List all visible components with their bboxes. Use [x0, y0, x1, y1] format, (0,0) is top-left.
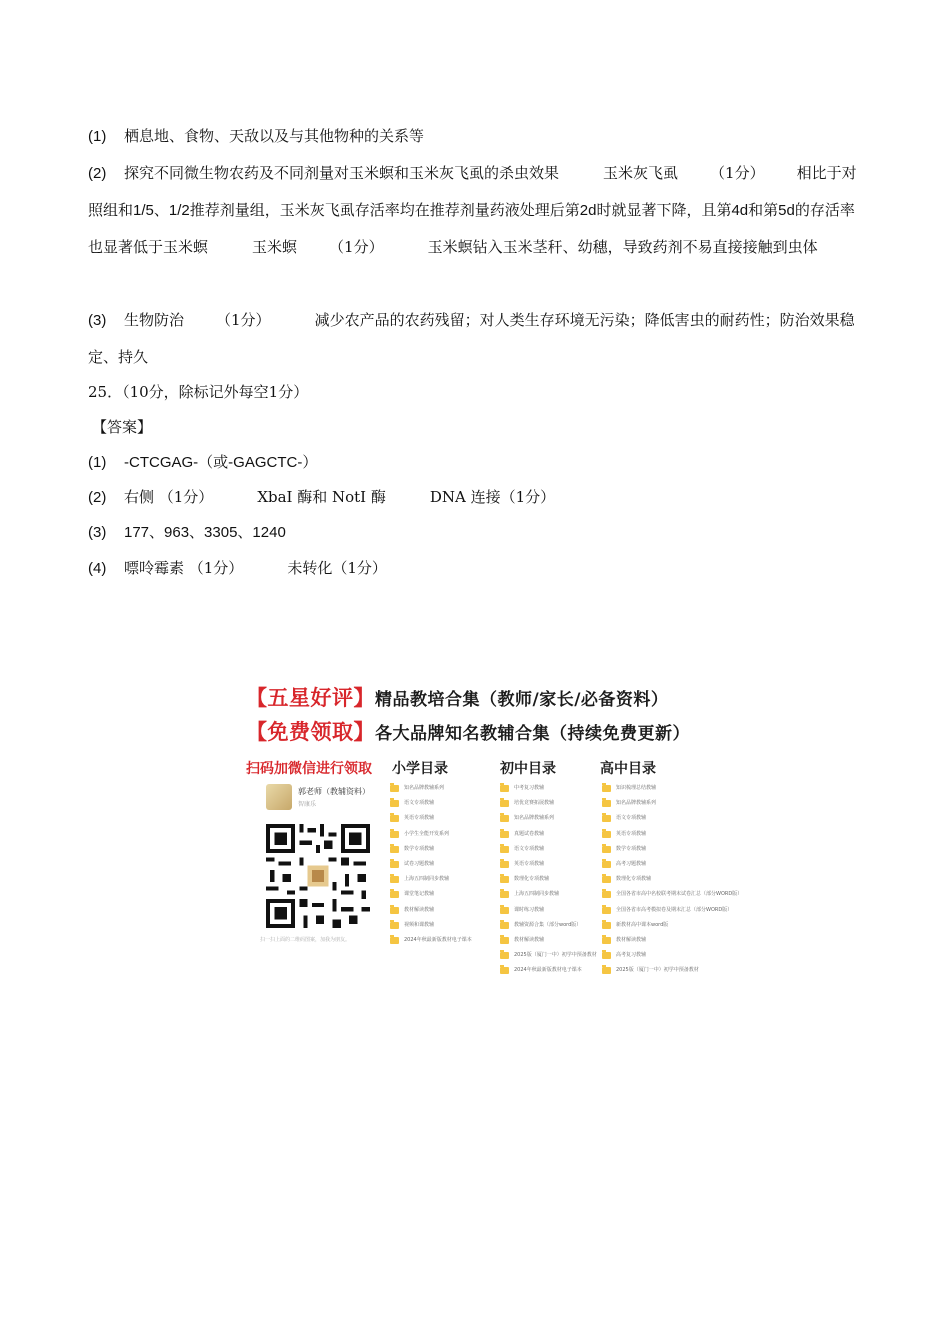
answer-text: 探究不同微生物农药及不同剂量对玉米螟和玉米灰飞虱的杀虫效果: [124, 164, 560, 182]
promo-banner: [244, 676, 743, 974]
qr-code-icon: [266, 824, 370, 928]
answer-text: 右侧 （1分）: [124, 488, 214, 506]
answer-text: 玉米螟钻入玉米茎秆、幼穗，导致药剂不易直接接触到虫体: [427, 238, 818, 256]
primary-catalog-heading: 小学目录: [392, 761, 448, 777]
answer-text: DNA 连接（1分）: [429, 488, 556, 506]
catalog-item-label: 新教材高中课本word版: [616, 921, 669, 928]
folder-icon: [602, 876, 611, 883]
catalog-item-label: 语文专项教辅: [404, 800, 435, 807]
catalog-item-label: 高考习题教辅: [616, 860, 647, 867]
folder-icon: [500, 815, 509, 822]
answer-label: 【答案】: [92, 418, 153, 436]
profile-name: 郭老师（教辅资料）: [298, 787, 370, 796]
folder-icon: [500, 846, 509, 853]
folder-icon: [602, 922, 611, 929]
catalog-item-label: 数理化专项教辅: [616, 876, 652, 883]
folder-icon: [390, 815, 399, 822]
folder-icon: [390, 861, 399, 868]
folder-icon: [390, 937, 399, 944]
item-number: (3): [88, 312, 107, 329]
answer-text: 和第: [748, 201, 779, 219]
folder-icon: [500, 861, 509, 868]
answer-text: 玉米螟: [252, 238, 298, 256]
high-catalog-heading: 高中目录: [600, 761, 656, 777]
answer-text: 相比于对照组和: [88, 164, 857, 219]
folder-icon: [602, 952, 611, 959]
promo-text: 各大品牌知名教辅合集（持续免费更新）: [375, 724, 690, 744]
item-number: (3): [88, 524, 107, 541]
catalog-item-label: 教材解读教辅: [404, 906, 435, 913]
answer-text: 5d: [778, 202, 795, 219]
folder-icon: [390, 831, 399, 838]
folder-icon: [602, 785, 611, 792]
answer-text: 2d: [579, 202, 597, 219]
folder-icon: [500, 967, 509, 974]
catalog-item-label: 数学专项教辅: [616, 845, 647, 852]
folder-icon: [390, 922, 399, 929]
catalog-item-label: 全国各省市高中名校联考期末试卷汇总（部分WORD版）: [616, 891, 743, 898]
catalog-item-label: 知名品牌教辅系列: [616, 800, 657, 807]
folder-icon: [500, 800, 509, 807]
answer-text: 时就显著下降，且第: [596, 201, 732, 219]
answer-25-4: [88, 557, 387, 580]
catalog-item-label: 语文专项教辅: [514, 845, 545, 852]
catalog-item-label: 试卷习题教辅: [404, 860, 435, 867]
catalog-item-label: 小学生全能开发系列: [404, 830, 450, 837]
catalog-item-label: 全国各省市高考模拟卷及期末汇总（部分WORD版）: [616, 906, 733, 913]
catalog-item-label: 语文专项教辅: [616, 815, 647, 822]
answer-25-2: [88, 486, 555, 509]
scan-prompt: 扫码加微信进行领取: [246, 761, 372, 777]
folder-icon: [602, 907, 611, 914]
folder-icon: [602, 815, 611, 822]
folder-icon: [500, 937, 509, 944]
folder-icon: [602, 891, 611, 898]
promo-tag: 【免费领取】: [246, 719, 375, 744]
answer-text: 177、963、3305、1240: [124, 524, 286, 541]
promo-text: 精品教培合集（教师/家长/必备资料）: [375, 690, 669, 710]
question-25-header: 25．（10分，除标记外每空1分）: [88, 383, 309, 401]
promo-line-1: [246, 682, 668, 712]
answer-24-2: [88, 155, 858, 266]
answer-text: 减少农产品的农药残留；对人类生存环境无污染；降低害虫的耐药性；防治效果稳定、持久: [88, 311, 855, 366]
catalog-item-label: 2024年秋最新版教材电子课本: [404, 936, 472, 943]
answer-24-1: [88, 118, 858, 155]
answer-text: -CTCGAG-（或-GAGCTC-）: [124, 454, 318, 471]
folder-icon: [390, 785, 399, 792]
answer-24-3: [88, 302, 858, 376]
qr-caption: 扫一扫上面的二维码图案，加我为朋友。: [260, 937, 351, 943]
score-note: （1分）: [710, 164, 765, 182]
folder-icon: [602, 937, 611, 944]
folder-icon: [500, 922, 509, 929]
catalog-item-label: 课堂笔记教辅: [404, 891, 435, 898]
folder-icon: [602, 800, 611, 807]
catalog-item-label: 知名品牌教辅系列: [404, 785, 445, 791]
middle-catalog-heading: 初中目录: [500, 761, 556, 777]
answer-text: 的存活率也显著低于玉米螟: [88, 201, 855, 256]
catalog-item-label: 知识梳理总结教辅: [616, 785, 657, 791]
folder-icon: [500, 952, 509, 959]
folder-icon: [390, 846, 399, 853]
catalog-item-label: 教辅资源合集（部分word版）: [514, 921, 582, 928]
answer-text: 生物防治: [124, 311, 185, 329]
answer-text: 1/5、1/2: [133, 202, 190, 219]
catalog-item-label: 2024年秋最新版教材电子课本: [514, 967, 582, 974]
catalog-item-label: 2025版（厦门一中）初学中预备教材: [616, 967, 699, 974]
folder-icon: [500, 831, 509, 838]
catalog-item-label: 培优竞赛拓展教辅: [514, 800, 555, 807]
catalog-item-label: 中考复习教辅: [514, 785, 545, 791]
promo-tag: 【五星好评】: [246, 685, 375, 710]
folder-icon: [390, 907, 399, 914]
answer-text: 玉米灰飞虱: [603, 164, 679, 182]
folder-icon: [500, 907, 509, 914]
catalog-item-label: 视频和课教辅: [404, 921, 435, 928]
catalog-item-label: 知名品牌教辅系列: [514, 815, 555, 822]
item-number: (2): [88, 165, 107, 182]
folder-icon: [390, 891, 399, 898]
folder-icon: [500, 891, 509, 898]
item-number: (1): [88, 454, 107, 471]
item-number: (4): [88, 560, 107, 577]
wechat-profile: [266, 784, 376, 814]
score-note: （1分）: [329, 238, 384, 256]
item-number: (1): [88, 128, 107, 145]
catalog-item-label: 上海五四制同步教辅: [514, 891, 560, 898]
catalog-item-label: 英语专项教辅: [404, 815, 435, 822]
catalog-item-label: 数学专项教辅: [404, 845, 435, 852]
folder-icon: [500, 785, 509, 792]
answer-text: 嘌呤霉素 （1分）: [124, 559, 244, 577]
catalog-item-label: 教材解读教辅: [514, 936, 545, 943]
answer-25-3: [88, 521, 286, 544]
profile-subtitle: 智康乐: [298, 801, 317, 808]
catalog-item-label: 英语专项教辅: [616, 830, 647, 837]
folder-icon: [500, 876, 509, 883]
answer-text: 栖息地、食物、天敌以及与其他物种的关系等: [124, 127, 425, 145]
catalog-item-label: 真题试卷教辅: [514, 830, 545, 837]
promo-line-2: [246, 716, 690, 746]
answer-25-1: [88, 451, 317, 474]
catalog-item-label: 上海五四制同步教辅: [404, 876, 450, 883]
catalog-item-label: 教材解读教辅: [616, 936, 647, 943]
folder-icon: [602, 831, 611, 838]
catalog-item-label: 英语专项教辅: [514, 860, 545, 867]
folder-icon: [602, 967, 611, 974]
folder-icon: [390, 800, 399, 807]
folder-icon: [602, 861, 611, 868]
item-number: (2): [88, 489, 107, 506]
catalog-item-label: 课时练习教辅: [514, 906, 545, 913]
avatar: [266, 784, 292, 810]
answer-text: XbaI 酶和 NotI 酶: [257, 488, 386, 506]
folder-icon: [390, 876, 399, 883]
answer-text: 推荐剂量组，玉米灰飞虱存活率均在推荐剂量药液处理后第: [189, 201, 580, 219]
score-note: （1分）: [216, 311, 271, 329]
catalog-item-label: 高考复习教辅: [616, 952, 647, 959]
catalog-item-label: 数理化专项教辅: [514, 876, 550, 883]
catalog-item-label: 2025版（厦门一中）初学中预备教材: [514, 952, 597, 959]
folder-icon: [602, 846, 611, 853]
answer-text: 4d: [731, 202, 749, 219]
answer-text: 未转化（1分）: [287, 559, 387, 577]
